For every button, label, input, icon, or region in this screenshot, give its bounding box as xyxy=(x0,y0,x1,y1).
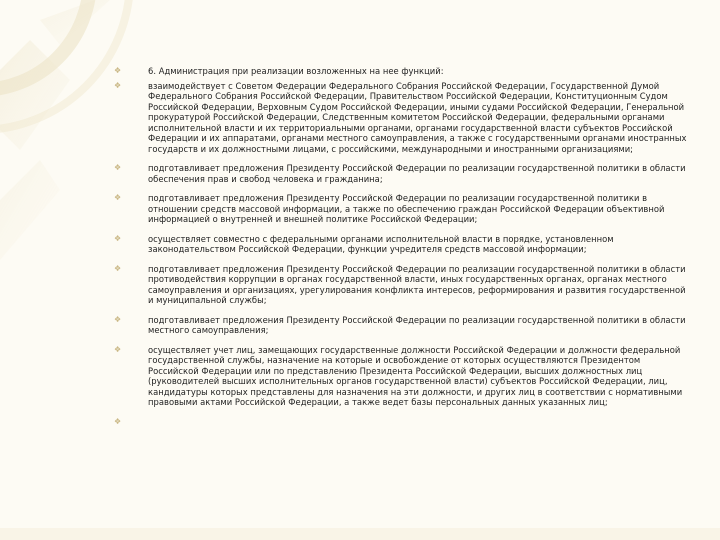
list-item xyxy=(112,234,690,255)
diamond-bullet-icon: ❖ xyxy=(114,263,122,273)
list-item xyxy=(112,345,690,408)
diamond-bullet-icon: ❖ xyxy=(114,193,122,202)
bottom-edge-band xyxy=(0,528,720,540)
diamond-bullet-icon: ❖ xyxy=(114,66,122,75)
diamond-bullet-icon: ❖ xyxy=(114,416,122,426)
diamond-bullet-icon: ❖ xyxy=(114,80,122,90)
list-item-heading xyxy=(112,66,690,77)
diamond-bullet-icon: ❖ xyxy=(114,314,122,324)
list-item xyxy=(112,193,690,225)
item-text: подготавливает предложения Президенту Российской Федерации по реализации государственной политики в области обеспечения прав и свобод человека и гражданина; xyxy=(148,163,686,184)
item-text: осуществляет совместно с федеральными органами исполнительной власти в порядке, установленном законодательством Российской Федерации, функции учредителя средств массовой информации; xyxy=(148,233,614,254)
item-text: подготавливает предложения Президенту Российской Федерации по реализации государственной политики в отношении средств массовой информации, а также по обеспечению граждан Российской Федерации объективной информацией о внутренней и внешней политике Российской Федерации; xyxy=(148,193,665,224)
diamond-bullet-icon: ❖ xyxy=(114,233,122,243)
item-text: подготавливает предложения Президенту Российской Федерации по реализации государственной политики в области местного самоуправления; xyxy=(148,314,686,335)
item-text: осуществляет учет лиц, замещающих государственные должности Российской Федерации и должности федеральной государственной службы, назначение на которые и освобождение от которых осуществляются Президентом Российской Федерации или по представлению Президента Российской Федерации, высших должностных лиц (руководителей высших исполнительных органов государственной власти) субъектов Российской Федерации, лиц, кандидатуры которых представлены для назначения на эти должности, и других лиц в соответствии с нормативными правовыми актами Российской Федерации, а также ведет базы персональных данных указанных лиц; xyxy=(148,344,683,407)
list-item xyxy=(112,315,690,336)
left-edge-ornament xyxy=(0,0,110,260)
list-item xyxy=(112,81,690,155)
diamond-bullet-icon: ❖ xyxy=(114,163,122,172)
item-text: 6. Администрация при реализации возложенных на нее функций: xyxy=(148,66,444,76)
item-text: взаимодействует с Советом Федерации Федерального Собрания Российской Федерации, Государственной Думой Федерального Собрания Российской Федерации, Правительством Российской Федерации, Конституционным Судом Российской Федерации, Верховным Судом Российской Федерации, иными судами Российской Федерации, Генеральной прокуратурой Российской Федерации, Следственным комитетом Российской Федерации, федеральными органами исполнительной власти и их территориальными органами, органами государственной власти субъектов Российской Федерации и их аппаратами, органами местного самоуправления, а также с государственными органами иностранных государств и их должностными лицами, с российскими, международными и иностранными организациями; xyxy=(148,80,687,154)
list-item xyxy=(112,264,690,306)
list-item xyxy=(112,163,690,184)
item-text: подготавливает предложения Президенту Российской Федерации по реализации государственной политики в области противодействия коррупции в органах государственной власти, иных государственных органах, органах местного самоуправления и организациях, урегулирования конфликта интересов, реформирования и развития государственной и муниципальной службы; xyxy=(148,263,686,305)
bullet-list xyxy=(112,66,690,426)
diamond-bullet-icon: ❖ xyxy=(114,344,122,354)
